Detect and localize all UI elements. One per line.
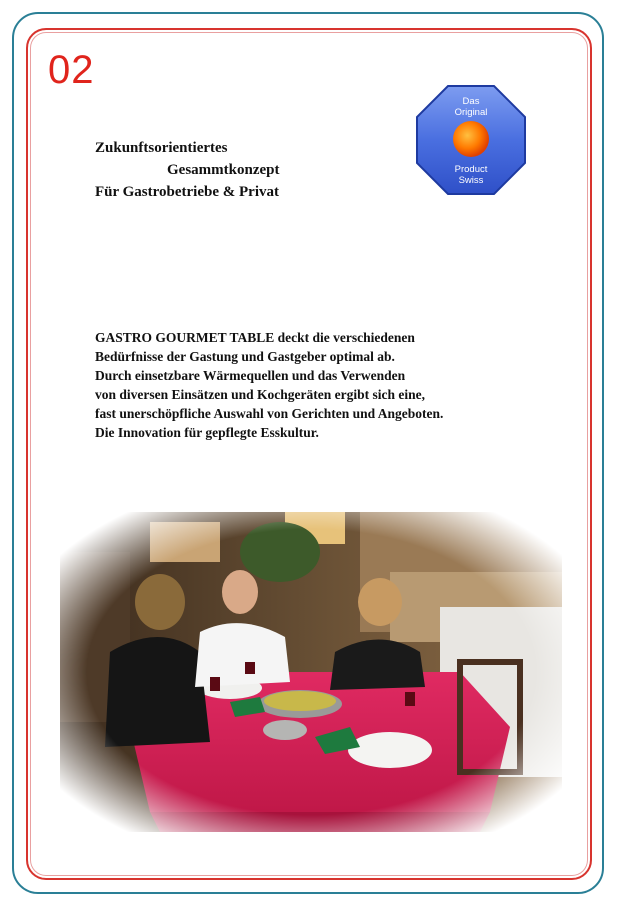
dining-table-photo bbox=[60, 512, 562, 832]
headline-line-1: Zukunftsorientiertes bbox=[95, 140, 228, 156]
description-paragraph bbox=[95, 328, 443, 442]
sun-icon bbox=[453, 121, 489, 157]
headline bbox=[95, 137, 280, 203]
headline-line-3: Für Gastrobetriebe & Privat bbox=[95, 184, 279, 200]
swiss-original-badge bbox=[415, 84, 527, 196]
headline-line-2: Gesammtkonzept bbox=[167, 162, 280, 178]
description-line: Bedürfnisse der Gastung und Gastgeber optimal ab. bbox=[95, 349, 395, 364]
description-line: Durch einsetzbare Wärmequellen und das Verwenden bbox=[95, 368, 406, 383]
restaurant-scene-image bbox=[60, 512, 562, 832]
description-line: GASTRO GOURMET TABLE deckt die verschiedenen bbox=[95, 330, 415, 345]
page-number: 02 bbox=[48, 48, 95, 92]
description-line: fast unerschöpfliche Auswahl von Gerichten und Angeboten. bbox=[95, 406, 444, 421]
description-line: Die Innovation für gepflegte Esskultur. bbox=[95, 425, 319, 440]
description-line: von diversen Einsätzen und Kochgeräten ergibt sich eine, bbox=[95, 387, 425, 402]
badge-top-text: Das Original bbox=[454, 96, 488, 118]
badge-bottom-text: Product Swiss bbox=[454, 164, 488, 186]
